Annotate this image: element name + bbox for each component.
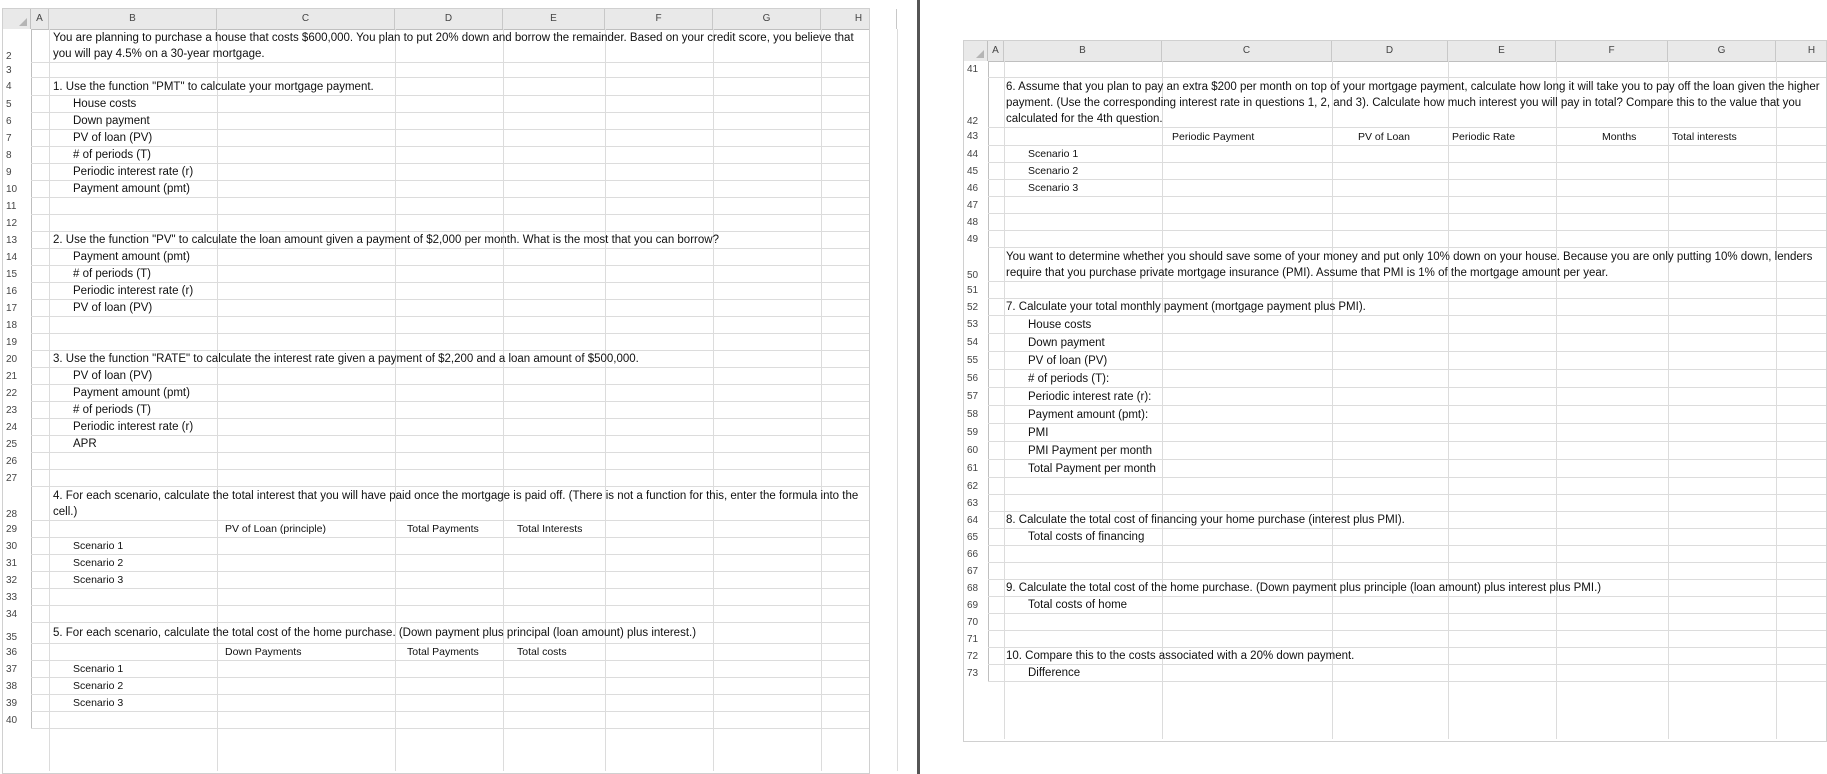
table-header-cell: Scenario 2 xyxy=(73,557,124,569)
sheet-row[interactable] xyxy=(31,470,869,487)
table-header-cell: Scenario 1 xyxy=(73,540,124,552)
cell-text: PV of loan (PV) xyxy=(73,302,153,314)
cell-text: 2. Use the function "PV" to calculate the loan amount given a payment of $2,000 per month. What is the most that you can borrow? xyxy=(53,234,719,246)
row-number[interactable]: 67 xyxy=(964,563,988,580)
sheet-row[interactable] xyxy=(988,424,1826,442)
table-header-cell: PV of Loan xyxy=(1358,131,1410,143)
sheet-row[interactable] xyxy=(31,147,869,164)
sheet-row[interactable] xyxy=(31,436,869,453)
cell-text: 3. Use the function "RATE" to calculate the interest rate given a payment of $2,200 and a loan amount of $500,000. xyxy=(53,353,639,365)
row-number[interactable]: 61 xyxy=(964,460,988,478)
row-number[interactable]: 6 xyxy=(3,113,31,130)
column-header-c[interactable]: C xyxy=(217,9,395,29)
row-number[interactable]: 25 xyxy=(3,436,31,453)
row-number[interactable]: 46 xyxy=(964,180,988,197)
row-number[interactable]: 70 xyxy=(964,614,988,631)
row-number[interactable]: 10 xyxy=(3,181,31,198)
sheet-row[interactable] xyxy=(988,665,1826,682)
row-number[interactable]: 40 xyxy=(3,712,31,729)
cell-text: # of periods (T) xyxy=(73,404,151,416)
row-number[interactable]: 68 xyxy=(964,580,988,597)
sheet-row[interactable] xyxy=(988,163,1826,180)
cell-text: 8. Calculate the total cost of financing your home purchase (interest plus PMI). xyxy=(1006,514,1405,526)
sheet-row[interactable] xyxy=(988,197,1826,214)
sheet-row[interactable] xyxy=(988,478,1826,495)
column-header-h[interactable]: H xyxy=(821,9,897,29)
cell-text: PMI xyxy=(1028,427,1049,439)
sheet-row[interactable] xyxy=(31,113,869,130)
cell-text: Payment amount (pmt) xyxy=(73,387,190,399)
cell-text: Down payment xyxy=(73,115,150,127)
instruction-text: 4. For each scenario, calculate the total interest that you will have paid once the mortgage is paid off. (There is not a function for this, enter the formula into the cell.) xyxy=(53,490,859,518)
sheet-row[interactable] xyxy=(988,563,1826,580)
sheet-row[interactable] xyxy=(31,453,869,470)
sheet-row[interactable] xyxy=(988,546,1826,563)
row-number[interactable]: 22 xyxy=(3,385,31,402)
sheet-row[interactable] xyxy=(31,96,869,113)
sheet-row[interactable] xyxy=(31,695,869,712)
row-number[interactable]: 52 xyxy=(964,299,988,316)
column-header-h[interactable]: H xyxy=(1776,41,1827,61)
row-number[interactable]: 16 xyxy=(3,283,31,300)
cell-text: House costs xyxy=(1028,319,1092,331)
row-number[interactable]: 55 xyxy=(964,352,988,370)
sheet-row[interactable] xyxy=(31,678,869,695)
cell-text: 9. Calculate the total cost of the home purchase. (Down payment plus principle (loan amount) plus interest plus PMI.) xyxy=(1006,582,1602,594)
row-number[interactable]: 11 xyxy=(3,198,31,215)
table-header-cell: Scenario 1 xyxy=(73,663,124,675)
row-number[interactable]: 28 xyxy=(3,487,31,521)
row-number[interactable]: 17 xyxy=(3,300,31,317)
cell-text: Total costs of home xyxy=(1028,599,1128,611)
cell-text: PV of loan (PV) xyxy=(73,132,153,144)
row-number[interactable]: 9 xyxy=(3,164,31,181)
sheet-row[interactable] xyxy=(31,130,869,147)
sheet-row[interactable] xyxy=(988,614,1826,631)
cell-text: 10. Compare this to the costs associated with a 20% down payment. xyxy=(1006,650,1355,662)
cell-text: 5. For each scenario, calculate the total cost of the home purchase. (Down payment plus principal (loan amount) plus interest.) xyxy=(53,627,697,639)
row-number[interactable]: 53 xyxy=(964,316,988,334)
cell-text: Difference xyxy=(1028,667,1081,679)
column-header-d[interactable]: D xyxy=(395,9,503,29)
row-number[interactable]: 7 xyxy=(3,130,31,147)
row-number[interactable]: 47 xyxy=(964,197,988,214)
sheet-row[interactable] xyxy=(31,712,869,729)
table-header-cell: Total Payments xyxy=(407,646,479,658)
row-number[interactable]: 59 xyxy=(964,424,988,442)
cell-text: # of periods (T): xyxy=(1028,373,1110,385)
sheet-row[interactable] xyxy=(31,215,869,232)
sheet-row[interactable] xyxy=(31,572,869,589)
table-header-cell: Scenario 1 xyxy=(1028,148,1079,160)
sheet-row[interactable] xyxy=(988,146,1826,163)
row-number[interactable]: 57 xyxy=(964,388,988,406)
column-header-e[interactable]: E xyxy=(503,9,605,29)
cell-text: Periodic interest rate (r) xyxy=(73,166,194,178)
row-number[interactable]: 15 xyxy=(3,266,31,283)
row-number[interactable]: 13 xyxy=(3,232,31,249)
row-number[interactable]: 71 xyxy=(964,631,988,648)
row-number[interactable]: 35 xyxy=(3,623,31,644)
column-header-a[interactable]: A xyxy=(31,9,49,29)
row-number[interactable]: 43 xyxy=(964,128,988,146)
column-header-b[interactable]: B xyxy=(49,9,217,29)
sheet-row[interactable] xyxy=(988,370,1826,388)
row-number[interactable]: 33 xyxy=(3,589,31,606)
row-number[interactable]: 24 xyxy=(3,419,31,436)
column-header-g[interactable]: G xyxy=(713,9,821,29)
cell-text: House costs xyxy=(73,98,137,110)
row-number[interactable]: 19 xyxy=(3,334,31,351)
row-number[interactable]: 60 xyxy=(964,442,988,460)
gridline-vertical xyxy=(897,29,898,771)
row-number[interactable]: 48 xyxy=(964,214,988,231)
column-header-f[interactable]: F xyxy=(1556,41,1668,61)
sheet-row[interactable] xyxy=(31,589,869,606)
row-number[interactable]: 65 xyxy=(964,529,988,546)
row-number[interactable]: 45 xyxy=(964,163,988,180)
column-header-g[interactable]: G xyxy=(1668,41,1776,61)
row-number[interactable]: 58 xyxy=(964,406,988,424)
column-header-a[interactable]: A xyxy=(988,41,1004,61)
left-spreadsheet-panel xyxy=(2,8,870,774)
sheet-row[interactable] xyxy=(31,300,869,317)
table-header-cell: Periodic Rate xyxy=(1452,131,1516,143)
column-header-b[interactable]: B xyxy=(1004,41,1162,61)
cell-text: Payment amount (pmt) xyxy=(73,183,190,195)
sheet-row[interactable] xyxy=(31,402,869,419)
cell-text: Total Payment per month xyxy=(1028,463,1156,475)
row-number[interactable]: 72 xyxy=(964,648,988,665)
row-number[interactable]: 34 xyxy=(3,606,31,623)
table-header-cell: Scenario 2 xyxy=(73,680,124,692)
row-number[interactable]: 50 xyxy=(964,248,988,282)
table-header-cell: Periodic Payment xyxy=(1172,131,1255,143)
row-number[interactable]: 21 xyxy=(3,368,31,385)
row-number[interactable]: 8 xyxy=(3,147,31,164)
sheet-row[interactable] xyxy=(31,63,869,78)
row-number[interactable]: 73 xyxy=(964,665,988,682)
sheet-row[interactable] xyxy=(31,334,869,351)
sheet-row[interactable] xyxy=(988,631,1826,648)
cell-text: Payment amount (pmt): xyxy=(1028,409,1149,421)
table-header-cell: Scenario 3 xyxy=(1028,182,1079,194)
cell-text: PMI Payment per month xyxy=(1028,445,1152,457)
row-number[interactable]: 44 xyxy=(964,146,988,163)
row-number[interactable]: 69 xyxy=(964,597,988,614)
row-number[interactable]: 38 xyxy=(3,678,31,695)
sheet-row[interactable] xyxy=(988,282,1826,299)
row-number[interactable]: 12 xyxy=(3,215,31,232)
row-number[interactable]: 49 xyxy=(964,231,988,248)
table-header-cell: Total interests xyxy=(1672,131,1737,143)
table-header-cell: Scenario 3 xyxy=(73,574,124,586)
row-number[interactable]: 37 xyxy=(3,661,31,678)
row-number[interactable]: 56 xyxy=(964,370,988,388)
select-all-corner[interactable] xyxy=(3,9,31,29)
sheet-row[interactable] xyxy=(988,61,1826,78)
row-number[interactable]: 18 xyxy=(3,317,31,334)
cell-text: # of periods (T) xyxy=(73,149,151,161)
table-header-cell: Total costs xyxy=(517,646,567,658)
row-number[interactable]: 2 xyxy=(3,29,31,63)
select-all-corner[interactable] xyxy=(964,41,988,61)
cell-text: Down payment xyxy=(1028,337,1105,349)
table-header-cell: PV of Loan (principle) xyxy=(225,523,326,535)
sheet-row[interactable] xyxy=(31,661,869,678)
row-number[interactable]: 63 xyxy=(964,495,988,512)
row-number[interactable]: 23 xyxy=(3,402,31,419)
table-header-cell: Down Payments xyxy=(225,646,302,658)
row-number[interactable]: 5 xyxy=(3,96,31,113)
sheet-row[interactable] xyxy=(988,316,1826,334)
row-number[interactable]: 36 xyxy=(3,644,31,661)
sheet-row[interactable] xyxy=(31,368,869,385)
cell-text: PV of loan (PV) xyxy=(73,370,153,382)
instruction-text: You want to determine whether you should save some of your money and put only 10% down on your house. Because you are only putting 10% down, lenders require that you purchase private mortgage insurance (PMI). Assume that PMI is 1% of the mortgage amount per year. xyxy=(1006,251,1813,279)
table-header-cell: Total Interests xyxy=(517,523,583,535)
row-number[interactable]: 30 xyxy=(3,538,31,555)
panel-divider xyxy=(917,0,920,774)
column-header-d[interactable]: D xyxy=(1332,41,1448,61)
row-number[interactable]: 14 xyxy=(3,249,31,266)
sheet-row[interactable] xyxy=(988,495,1826,512)
cell-text: APR xyxy=(73,438,97,450)
column-header-c[interactable]: C xyxy=(1162,41,1332,61)
sheet-row[interactable] xyxy=(988,231,1826,248)
sheet-row[interactable] xyxy=(988,352,1826,370)
row-number[interactable]: 41 xyxy=(964,61,988,78)
sheet-row[interactable] xyxy=(31,198,869,215)
table-header-cell: Total Payments xyxy=(407,523,479,535)
row-number[interactable]: 62 xyxy=(964,478,988,495)
table-header-cell: Months xyxy=(1602,131,1637,143)
sheet-row[interactable] xyxy=(31,317,869,334)
sheet-row[interactable] xyxy=(988,180,1826,197)
row-number[interactable]: 39 xyxy=(3,695,31,712)
cell-text: Periodic interest rate (r) xyxy=(73,421,194,433)
row-number[interactable]: 64 xyxy=(964,512,988,529)
column-header-e[interactable]: E xyxy=(1448,41,1556,61)
sheet-row[interactable] xyxy=(31,555,869,572)
cell-text: PV of loan (PV) xyxy=(1028,355,1108,367)
row-number[interactable]: 26 xyxy=(3,453,31,470)
row-number[interactable]: 51 xyxy=(964,282,988,299)
cell-text: Total costs of financing xyxy=(1028,531,1145,543)
right-spreadsheet-panel xyxy=(963,40,1827,742)
cell-text: 7. Calculate your total monthly payment (mortgage payment plus PMI). xyxy=(1006,301,1366,313)
sheet-row[interactable] xyxy=(31,606,869,623)
cell-text: 1. Use the function "PMT" to calculate your mortgage payment. xyxy=(53,81,374,93)
sheet-row[interactable] xyxy=(31,538,869,555)
row-number[interactable]: 66 xyxy=(964,546,988,563)
row-number[interactable]: 20 xyxy=(3,351,31,368)
row-number[interactable]: 31 xyxy=(3,555,31,572)
instruction-text: You are planning to purchase a house that costs $600,000. You plan to put 20% down and borrow the remainder. Based on your credit score, you believe that you will pay 4.5% on a 30-year mortgage. xyxy=(53,32,854,60)
sheet-row[interactable] xyxy=(31,266,869,283)
cell-text: Periodic interest rate (r) xyxy=(73,285,194,297)
sheet-row[interactable] xyxy=(988,334,1826,352)
row-number[interactable]: 54 xyxy=(964,334,988,352)
row-number[interactable]: 27 xyxy=(3,470,31,487)
cell-text: Payment amount (pmt) xyxy=(73,251,190,263)
column-header-f[interactable]: F xyxy=(605,9,713,29)
cell-text: # of periods (T) xyxy=(73,268,151,280)
row-number[interactable]: 32 xyxy=(3,572,31,589)
table-header-cell: Scenario 3 xyxy=(73,697,124,709)
table-header-cell: Scenario 2 xyxy=(1028,165,1079,177)
row-number[interactable]: 3 xyxy=(3,63,31,78)
sheet-row[interactable] xyxy=(988,214,1826,231)
instruction-text: 6. Assume that you plan to pay an extra $200 per month on top of your mortgage payment, calculate how long it will take you to pay off the loan given the higher payment. (Use the corresponding interest rate in questions 1, 2, and 3). Calculate how much interest you will pay in total? Compare this to the value that you calculated for the 4th question. xyxy=(1006,81,1820,125)
row-number[interactable]: 4 xyxy=(3,78,31,96)
row-number[interactable]: 42 xyxy=(964,78,988,128)
cell-text: Periodic interest rate (r): xyxy=(1028,391,1152,403)
row-number[interactable]: 29 xyxy=(3,521,31,538)
